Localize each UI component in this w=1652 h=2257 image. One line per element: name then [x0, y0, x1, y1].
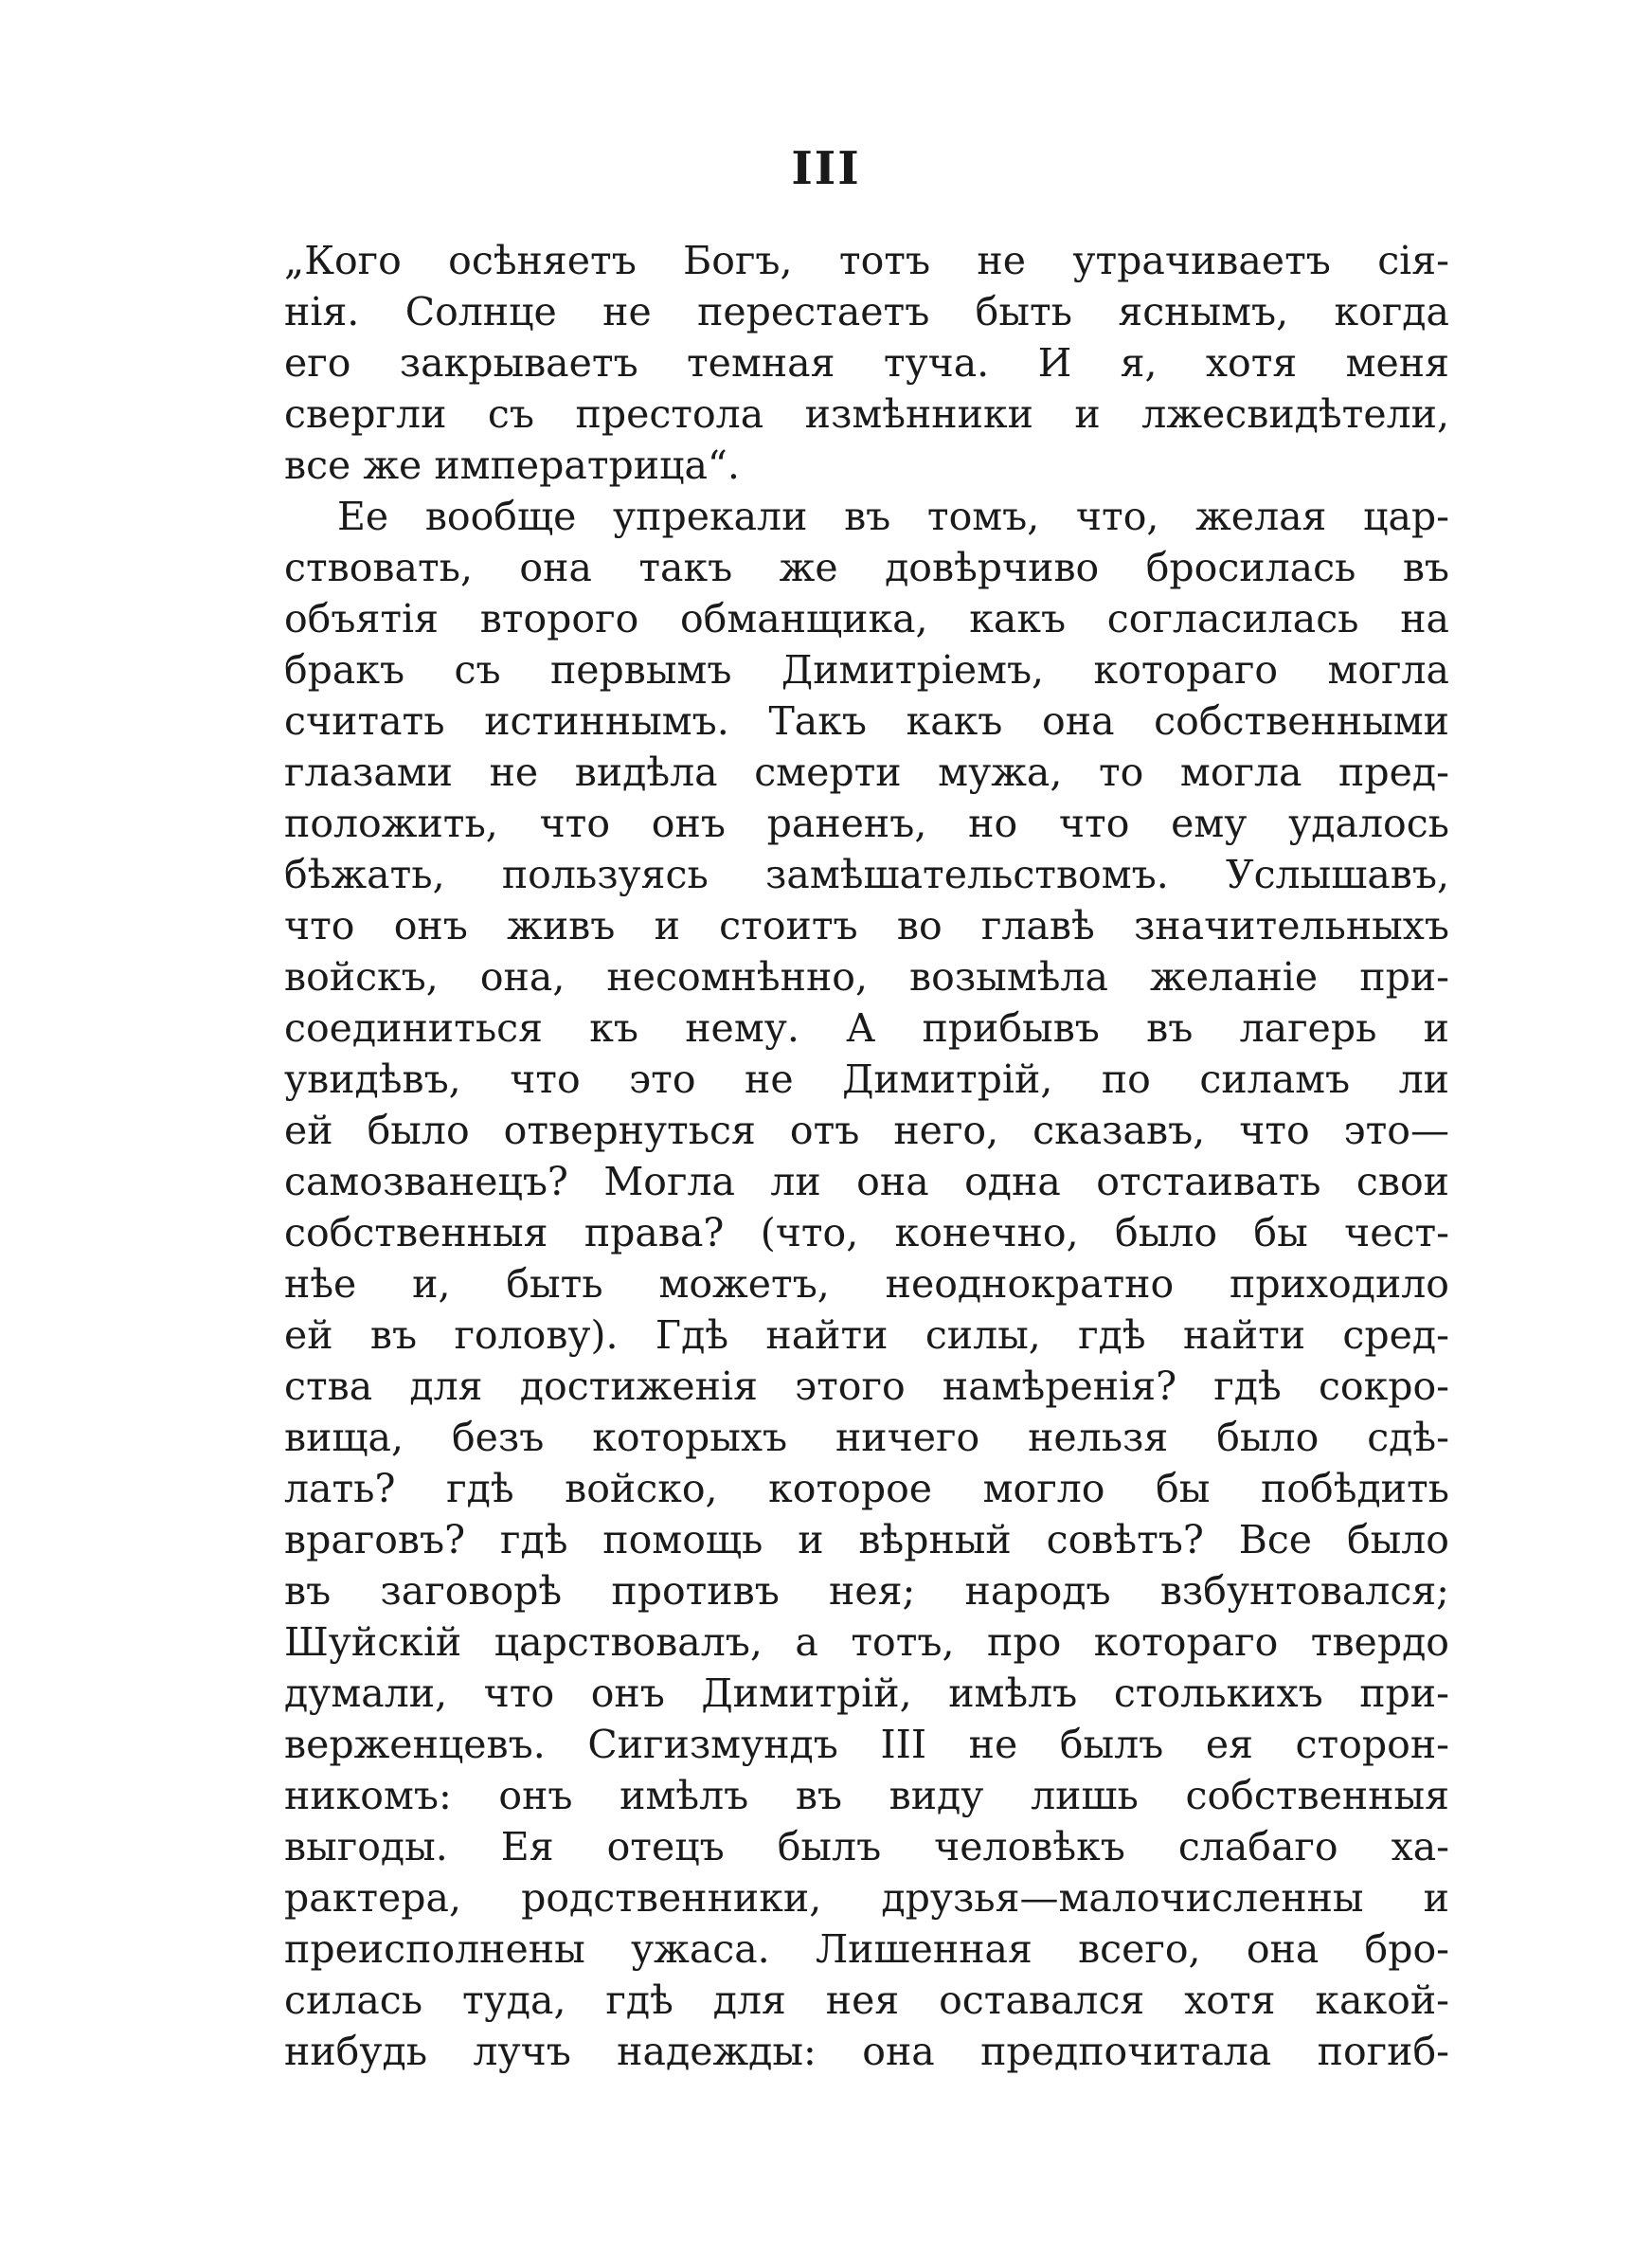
text-line: нибудь лучъ надежды: она предпочитала погиб- [284, 2029, 1449, 2074]
text-line: въ заговорѣ противъ нея; народъ взбунтовался; [284, 1568, 1449, 1614]
text-line: положить, что онъ раненъ, но что ему удалось [284, 801, 1449, 846]
text-line: ей было отвернуться отъ него, сказавъ, что это— [284, 1108, 1449, 1153]
text-line: его закрываетъ темная туча. И я, хотя меня [284, 340, 1449, 386]
text-line: ей въ голову). Гдѣ найти силы, гдѣ найти сред- [284, 1312, 1449, 1358]
text-line: вища, безъ которыхъ ничего нельзя было сдѣ- [284, 1415, 1449, 1460]
text-line: ствовать, она такъ же довѣрчиво бросилась въ [284, 545, 1449, 590]
body-text [284, 235, 1449, 2077]
text-line: преисполнены ужаса. Лишенная всего, она бро- [284, 1926, 1449, 1972]
text-line: соединиться къ нему. А прибывъ въ лагерь и [284, 1005, 1449, 1051]
text-line: выгоды. Ея отецъ былъ человѣкъ слабаго ха- [284, 1824, 1449, 1869]
text-line: глазами не видѣла смерти мужа, то могла пред- [284, 749, 1449, 795]
text-line: увидѣвъ, что это не Димитрій, по силамъ ли [284, 1056, 1449, 1102]
text-line: рактера, родственники, друзья—малочисленны и [284, 1875, 1449, 1921]
text-line: нѣе и, быть можетъ, неоднократно приходило [284, 1261, 1449, 1307]
text-line: нія. Солнце не перестаетъ быть яснымъ, когда [284, 289, 1449, 334]
text-line: лать? гдѣ войско, которое могло бы побѣдить [284, 1466, 1449, 1511]
text-line: верженцевъ. Сигизмундъ III не былъ ея сторон- [284, 1722, 1449, 1767]
text-line: силась туда, гдѣ для нея оставался хотя какой- [284, 1977, 1449, 2023]
text-line: войскъ, она, несомнѣнно, возымѣла желаніе при- [284, 954, 1449, 1000]
text-line: все же императрица“. [284, 442, 740, 488]
text-line: свергли съ престола измѣнники и лжесвидѣтели, [284, 391, 1449, 437]
text-line: бѣжать, пользуясь замѣшательствомъ. Услышавъ, [284, 852, 1449, 897]
text-line: Шуйскій царствовалъ, а тотъ, про котораго твердо [284, 1619, 1449, 1665]
page-number: III [791, 142, 861, 195]
text-line: собственныя права? (что, конечно, было бы чест- [284, 1210, 1449, 1255]
text-line: объятія второго обманщика, какъ согласилась на [284, 596, 1449, 641]
text-line: самозванецъ? Могла ли она одна отстаивать свои [284, 1159, 1449, 1204]
text-line: считать истиннымъ. Такъ какъ она собственными [284, 698, 1449, 744]
text-line: враговъ? гдѣ помощь и вѣрный совѣтъ? Все было [284, 1517, 1449, 1562]
text-line: „Кого осѣняетъ Богъ, тотъ не утрачиваетъ сія- [284, 238, 1449, 283]
text-line: что онъ живъ и стоитъ во главѣ значительныхъ [284, 903, 1449, 948]
text-line: никомъ: онъ имѣлъ въ виду лишь собственныя [284, 1773, 1449, 1818]
text-line: ства для достиженія этого намѣренія? гдѣ сокро- [284, 1363, 1449, 1409]
text-line: Ее вообще упрекали въ томъ, что, желая цар- [337, 494, 1449, 539]
text-line: бракъ съ первымъ Димитріемъ, котораго могла [284, 647, 1449, 693]
text-line: думали, что онъ Димитрій, имѣлъ столькихъ при- [284, 1670, 1449, 1716]
